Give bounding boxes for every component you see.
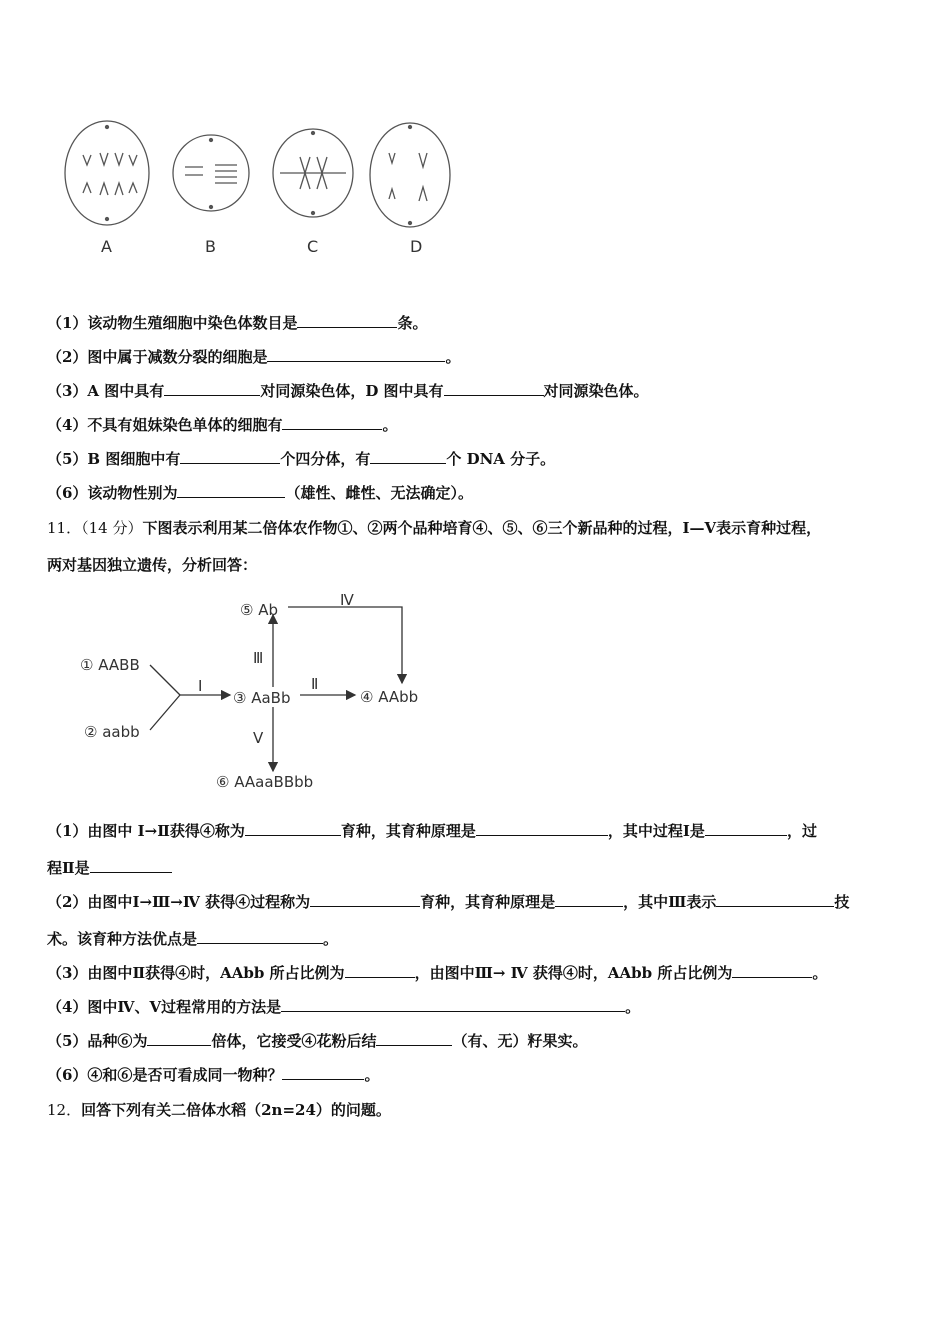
label-d: D — [410, 237, 423, 256]
edge-2-to-join — [150, 695, 180, 730]
label-b: B — [205, 237, 216, 256]
answer-blank[interactable] — [345, 963, 415, 978]
process-3: Ⅲ — [253, 649, 264, 667]
answer-blank[interactable] — [310, 892, 420, 907]
cell-b — [173, 135, 249, 211]
answer-blank[interactable] — [245, 821, 341, 836]
cell-division-figure — [55, 115, 475, 265]
q12-stem: 12．回答下列有关二倍体水稻（2n=24）的问题。 — [47, 1101, 391, 1119]
node-1: ① AABB — [80, 656, 140, 674]
answer-blank[interactable] — [370, 449, 446, 464]
cell-d — [370, 123, 450, 227]
breeding-diagram — [70, 585, 470, 800]
label-c: C — [307, 237, 319, 256]
node-6: ⑥ AAaaBBbb — [216, 773, 314, 791]
answer-blank[interactable] — [282, 1065, 364, 1080]
node-5: ⑤ Ab — [240, 601, 278, 619]
process-5: Ⅴ — [253, 729, 264, 747]
answer-blank[interactable] — [281, 997, 625, 1012]
answer-blank[interactable] — [267, 347, 445, 362]
q11-sub2-line2: 术。该育种方法优点是 。 — [47, 930, 339, 948]
node-4: ④ AAbb — [360, 688, 419, 706]
answer-blank[interactable] — [197, 929, 323, 944]
answer-blank[interactable] — [476, 821, 608, 836]
q10-item-2: （2）图中属于减数分裂的细胞是 。 — [47, 348, 461, 366]
q11-stem-line2: 两对基因独立遗传，分析回答： — [47, 556, 258, 574]
answer-blank[interactable] — [716, 892, 834, 907]
answer-blank[interactable] — [180, 449, 280, 464]
process-1: Ⅰ — [198, 677, 203, 695]
answer-blank[interactable] — [90, 858, 172, 873]
cell-c — [273, 129, 353, 217]
label-a: A — [101, 237, 112, 256]
edge-5-to-4 — [288, 607, 402, 683]
q11-sub5: （5）品种⑥为 倍体，它接受④花粉后结 （有、无）籽果实。 — [47, 1032, 588, 1050]
answer-blank[interactable] — [732, 963, 812, 978]
q11-sub2-line1: （2）由图中Ⅰ→Ⅲ→Ⅳ 获得④过程称为 育种，其育种原理是 ，其中Ⅲ表示 技 — [47, 893, 850, 911]
q10-item-4: （4）不具有姐妹染色单体的细胞有 。 — [47, 416, 398, 434]
answer-blank[interactable] — [164, 381, 260, 396]
q11-sub6: （6）④和⑥是否可看成同一物种？ 。 — [47, 1066, 380, 1084]
q11-sub3: （3）由图中Ⅱ获得④时，AAbb 所占比例为 ，由图中Ⅲ→ Ⅳ 获得④时，AAbb 所占比例为 。 — [47, 964, 828, 982]
answer-blank[interactable] — [705, 821, 787, 836]
cell-a — [65, 121, 149, 225]
q11-sub4: （4）图中Ⅳ、Ⅴ过程常用的方法是 。 — [47, 998, 641, 1016]
answer-blank[interactable] — [376, 1031, 452, 1046]
q11-sub1-line2: 程Ⅱ是 — [47, 857, 172, 878]
answer-blank[interactable] — [444, 381, 544, 396]
answer-blank[interactable] — [147, 1031, 211, 1046]
answer-blank[interactable] — [555, 892, 623, 907]
q11-sub1-line1: （1）由图中 Ⅰ→Ⅱ获得④称为 育种，其育种原理是 ，其中过程Ⅰ是 ，过 — [47, 822, 817, 840]
q10-item-6: （6）该动物性别为 （雄性、雌性、无法确定）。 — [47, 484, 473, 502]
node-3: ③ AaBb — [233, 689, 291, 707]
process-2: Ⅱ — [311, 675, 319, 693]
answer-blank[interactable] — [177, 483, 285, 498]
process-4: Ⅳ — [340, 591, 354, 609]
edge-1-to-join — [150, 665, 180, 695]
answer-blank[interactable] — [282, 415, 382, 430]
q10-item-5: （5）B 图细胞中有 个四分体，有 个 DNA 分子。 — [47, 450, 556, 468]
q11-stem-line1: 11．（14 分）下图表示利用某二倍体农作物①、②两个品种培育④、⑤、⑥三个新品种的过程，Ⅰ—Ⅴ表示育种过程， — [47, 519, 822, 537]
q10-item-1: （1）该动物生殖细胞中染色体数目是 条。 — [47, 314, 428, 332]
q10-item-3: （3）A 图中具有 对同源染色体，D 图中具有 对同源染色体。 — [47, 382, 649, 400]
answer-blank[interactable] — [297, 313, 397, 328]
node-2: ② aabb — [84, 723, 140, 741]
